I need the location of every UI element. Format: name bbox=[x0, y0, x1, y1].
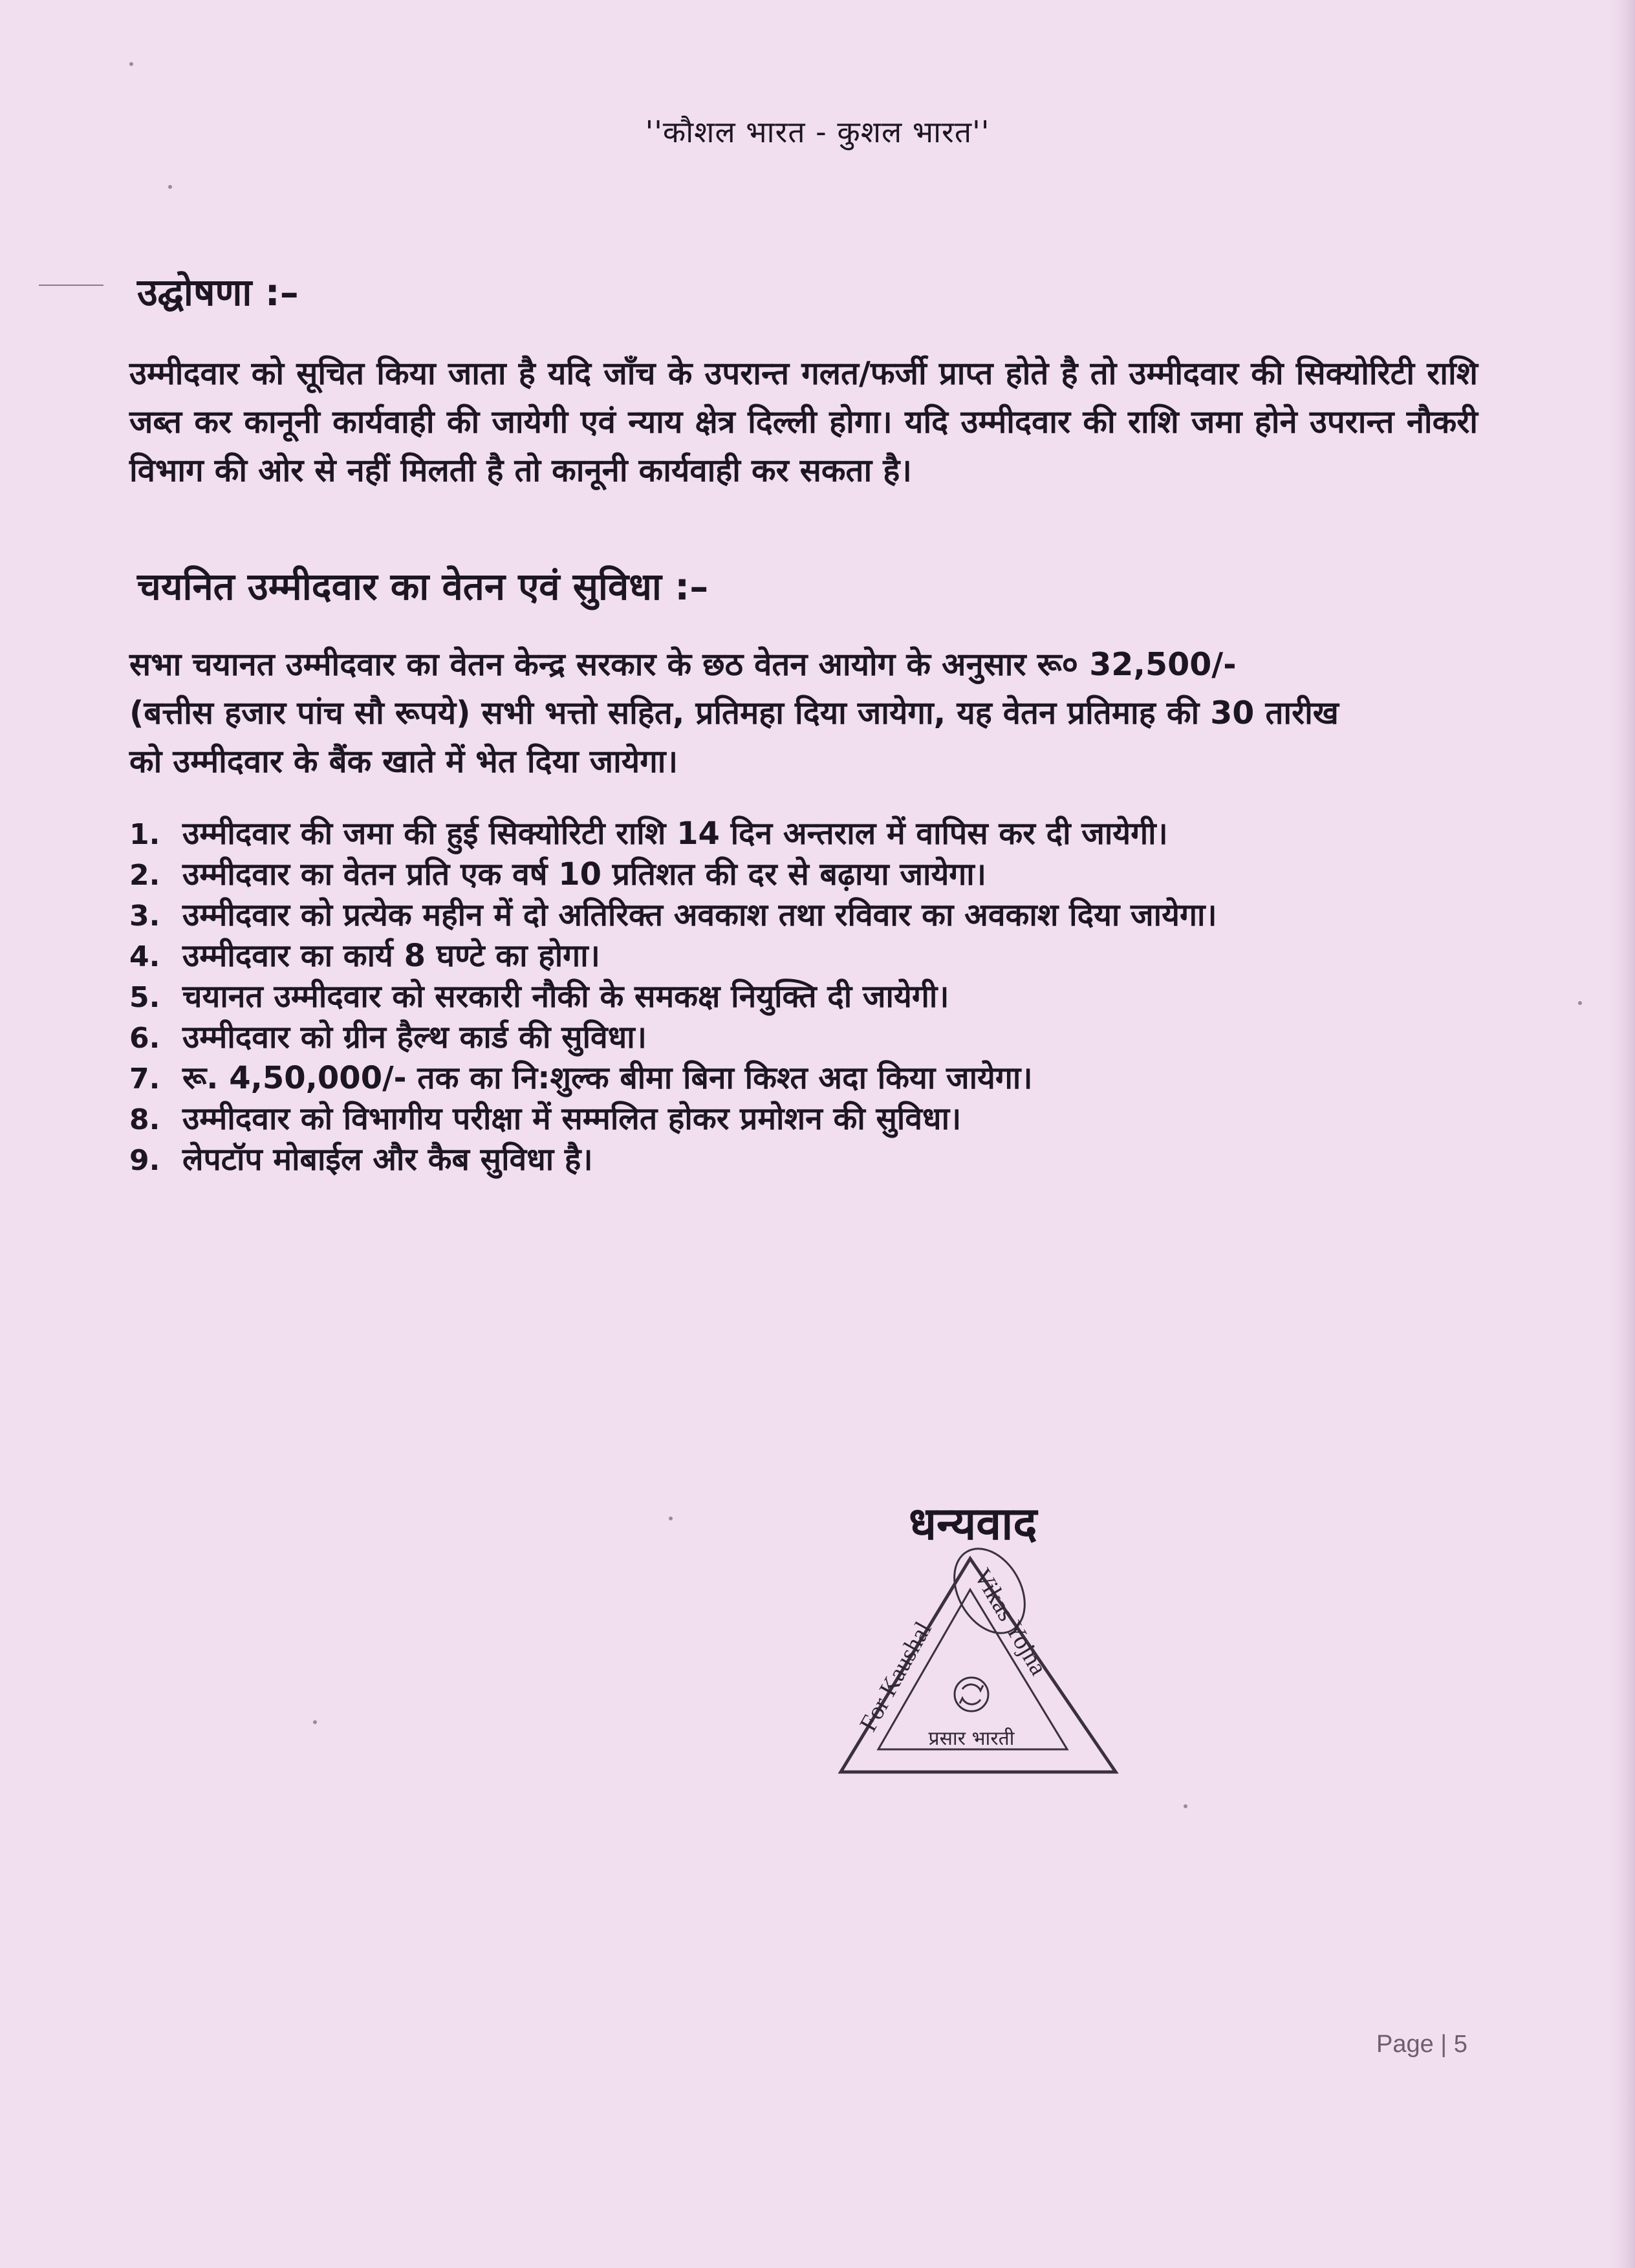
margin-mark bbox=[39, 285, 103, 286]
list-item-number: 6. bbox=[129, 1022, 160, 1055]
list-item-text: उम्मीदवार को ग्रीन हैल्थ कार्ड की सुविधा। bbox=[182, 1019, 647, 1055]
list-item bbox=[129, 812, 1391, 852]
scan-edge-shadow bbox=[1610, 0, 1635, 2268]
salary-paragraph bbox=[129, 640, 1478, 786]
list-item-text: उम्मीदवार को विभागीय परीक्षा में सम्मलित होकर प्रमोशन की सुविधा। bbox=[182, 1101, 962, 1137]
declaration-paragraph: उम्मीदवार को सूचित किया जाता है यदि जाँच के उपरान्त गलत/फर्जी प्राप्त होते है तो उम्मीदवार की सिक्योरिटी राशि जब्त कर कानूनी कार्यवाही की जायेगी एवं न्याय क्षेत्र दिल्ली होगा। यदि उम्मीदवार की राशि जमा होने उपरान्त नौकरी विभाग की ओर से नहीं मिलती है तो कानूनी कार्यवाही कर सकता है। bbox=[129, 355, 1478, 489]
scan-speck bbox=[168, 185, 172, 189]
thanks-text: धन्यवाद bbox=[909, 1497, 1037, 1550]
scan-speck bbox=[1184, 1804, 1187, 1808]
list-item bbox=[129, 934, 1391, 975]
benefits-list bbox=[129, 812, 1391, 1178]
list-item-text: उम्मीदवार का वेतन प्रति एक वर्ष 10 प्रतिशत की दर से बढ़ाया जायेगा। bbox=[182, 856, 986, 892]
recycle-icon bbox=[955, 1678, 988, 1711]
salary-heading: चयनित उम्मीदवार का वेतन एवं सुविधा :– bbox=[137, 565, 709, 609]
list-item bbox=[129, 975, 1391, 1015]
list-item-number: 3. bbox=[129, 900, 160, 933]
list-item-text: उम्मीदवार की जमा की हुई सिक्योरिटी राशि 14 दिन अन्तराल में वापिस कर दी जायेगी। bbox=[182, 815, 1168, 852]
list-item bbox=[129, 852, 1391, 893]
page-number: Page | 5 bbox=[1376, 2031, 1467, 2058]
list-item-number: 5. bbox=[129, 981, 160, 1014]
stamp-left-text: For Kaushal bbox=[854, 1617, 937, 1736]
list-item-number: 8. bbox=[129, 1103, 160, 1136]
list-item-text: रू. 4,50,000/- तक का नि:शुल्क बीमा बिना किश्त अदा किया जायेगा। bbox=[182, 1060, 1033, 1096]
list-item bbox=[129, 1138, 1391, 1178]
list-item-number: 4. bbox=[129, 940, 160, 973]
list-item-number: 9. bbox=[129, 1144, 160, 1177]
scan-speck bbox=[313, 1720, 317, 1724]
list-item-number: 2. bbox=[129, 859, 160, 892]
declaration-heading: उद्घोषणा :– bbox=[137, 270, 299, 314]
list-item-text: चयानत उम्मीदवार को सरकारी नौकी के समकक्ष नियुक्ति दी जायेगी। bbox=[182, 978, 949, 1015]
stamp-bottom-text: प्रसार भारती bbox=[928, 1727, 1015, 1750]
list-item-number: 7. bbox=[129, 1063, 160, 1096]
list-item-number: 1. bbox=[129, 818, 160, 851]
list-item bbox=[129, 1015, 1391, 1056]
salary-line: सभा चयानत उम्मीदवार का वेतन केन्द्र सरकार के छठ वेतन आयोग के अनुसार रू० 32,500/- bbox=[129, 646, 1237, 683]
salary-line: (बत्तीस हजार पांच सौ रूपये) सभी भत्तो सहित, प्रतिमहा दिया जायेगा, यह वेतन प्रतिमाह की 30 तारीख bbox=[129, 695, 1339, 731]
organization-stamp bbox=[828, 1539, 1125, 1791]
salary-line: को उम्मीदवार के बैंक खाते में भेत दिया जायेगा। bbox=[129, 743, 678, 780]
scan-speck bbox=[129, 62, 133, 66]
stamp-right-text: Vikas Yojna bbox=[968, 1564, 1052, 1680]
list-item-text: उम्मीदवार को प्रत्येक महीन में दो अतिरिक्त अवकाश तथा रविवार का अवकाश दिया जायेगा। bbox=[182, 897, 1217, 933]
list-item bbox=[129, 1097, 1391, 1138]
motto: ''कौशल भारत - कुशल भारत'' bbox=[645, 114, 990, 149]
scan-speck bbox=[1578, 1001, 1582, 1005]
list-item bbox=[129, 893, 1391, 934]
scan-speck bbox=[669, 1517, 673, 1520]
list-item-text: उम्मीदवार का कार्य 8 घण्टे का होगा। bbox=[182, 938, 600, 974]
recycle-icon-arrow bbox=[960, 1685, 983, 1705]
list-item bbox=[129, 1056, 1391, 1097]
list-item-text: लेपटॉप मोबाईल और कैब सुविधा है। bbox=[182, 1141, 593, 1178]
